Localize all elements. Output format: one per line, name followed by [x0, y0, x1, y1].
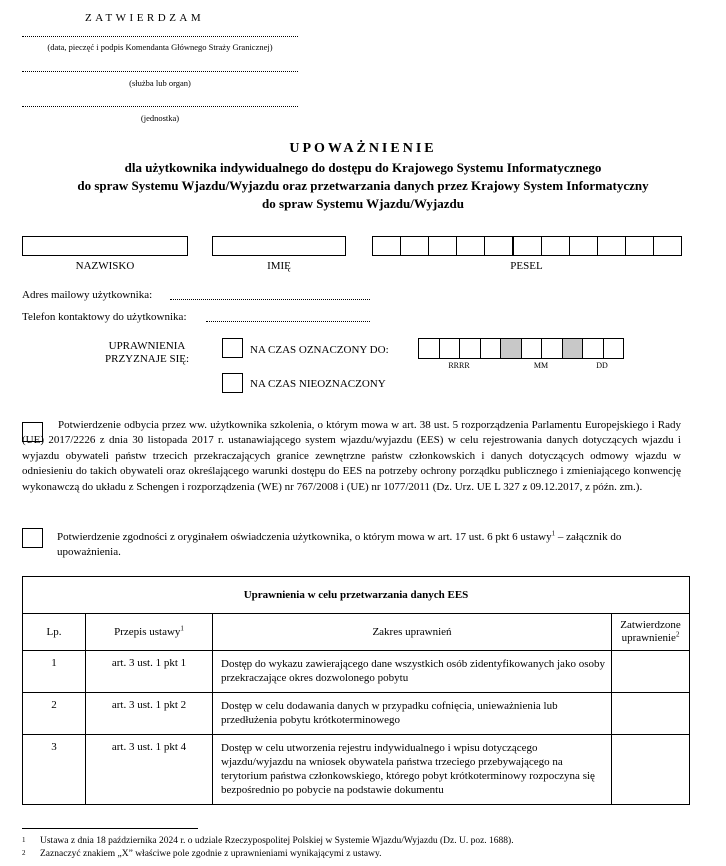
- date-separator-cell: [500, 338, 522, 359]
- row-lp: 3: [23, 735, 86, 805]
- header-zatwierdzone: [612, 614, 690, 651]
- header-przepis-text: Przepis ustawy: [114, 626, 181, 638]
- row-przepis: art. 3 ust. 1 pkt 2: [86, 693, 213, 735]
- row-zakres: Dostęp w celu dodawania danych w przypadku cofnięcia, unieważnienia lub przedłużenia pobytu krótkoterminowego: [213, 693, 612, 735]
- name-field[interactable]: [212, 236, 346, 256]
- date-year-label: RRRR: [448, 361, 470, 370]
- pesel-digit-cell[interactable]: [428, 236, 457, 256]
- declaration-checkbox[interactable]: [22, 528, 43, 548]
- row-lp: 2: [23, 693, 86, 735]
- pesel-digit-cell[interactable]: [625, 236, 654, 256]
- date-digit-cell[interactable]: [439, 338, 461, 359]
- unlimited-term-label: NA CZAS NIEOZNACZONY: [250, 378, 386, 390]
- pesel-digit-cell[interactable]: [653, 236, 682, 256]
- approval-signature-line[interactable]: [22, 32, 298, 37]
- row-przepis: art. 3 ust. 1 pkt 1: [86, 651, 213, 693]
- date-digit-cell[interactable]: [459, 338, 481, 359]
- footnote-2: [22, 849, 382, 859]
- table-row: [23, 735, 690, 805]
- phone-field[interactable]: [206, 315, 370, 322]
- date-digit-cell[interactable]: [521, 338, 543, 359]
- header-zatw-line2: uprawnienie: [621, 632, 676, 644]
- header-zatw-ref: 2: [675, 630, 680, 639]
- header-zakres: Zakres uprawnień: [213, 614, 612, 651]
- service-caption: (służba lub organ): [129, 78, 191, 88]
- footnote-1-num: 1: [22, 836, 26, 844]
- unit-line[interactable]: [22, 102, 298, 107]
- document-subtitle-line2: do spraw Systemu Wjazdu/Wyjazdu oraz przetwarzania danych przez Krajowy System Informatyczny: [77, 178, 649, 193]
- approval-header: ZATWIERDZAM: [85, 12, 205, 24]
- table-row: [23, 693, 690, 735]
- footnote-1-text: Ustawa z dnia 18 października 2024 r. o udziale Rzeczypospolitej Polskiej w Systemie Wjazdu/Wyjazdu (Dz. U. poz. 1688).: [40, 836, 514, 846]
- fixed-term-checkbox[interactable]: [222, 338, 243, 358]
- declaration-confirmation-text: [57, 530, 687, 560]
- row-approval-cell[interactable]: [612, 735, 690, 805]
- footnote-2-num: 2: [22, 849, 26, 857]
- table-title: [23, 577, 690, 614]
- declaration-footnote-ref: 1: [551, 529, 556, 538]
- grant-label-line1: UPRAWNIENIA: [108, 340, 186, 352]
- email-label: Adres mailowy użytkownika:: [22, 289, 153, 301]
- pesel-label: PESEL: [510, 260, 543, 272]
- unlimited-term-checkbox[interactable]: [222, 373, 243, 393]
- date-digit-cell[interactable]: [603, 338, 625, 359]
- pesel-digit-cell[interactable]: [513, 236, 542, 256]
- footnote-1: [22, 836, 514, 846]
- table-title-text: Uprawnienia w celu przetwarzania danych EES: [243, 589, 469, 601]
- document-subtitle-line1: dla użytkownika indywidualnego do dostępu do Krajowego Systemu Informatycznego: [124, 160, 602, 175]
- document-title: UPOWAŻNIENIE: [289, 141, 437, 156]
- header-przepis: [86, 614, 213, 651]
- name-label: IMIĘ: [267, 260, 291, 272]
- date-digit-cell[interactable]: [418, 338, 440, 359]
- pesel-digit-cell[interactable]: [569, 236, 598, 256]
- footnote-separator: [22, 828, 198, 829]
- declaration-text-tail: – załącznik do: [555, 531, 622, 543]
- row-approval-cell[interactable]: [612, 651, 690, 693]
- pesel-digit-cell[interactable]: [456, 236, 485, 256]
- date-digit-cell[interactable]: [480, 338, 502, 359]
- document-subtitle-line3: do spraw Systemu Wjazdu/Wyjazdu: [262, 196, 464, 211]
- pesel-digit-cell[interactable]: [372, 236, 401, 256]
- surname-field[interactable]: [22, 236, 188, 256]
- email-field[interactable]: [170, 293, 370, 300]
- date-digit-cell[interactable]: [582, 338, 604, 359]
- training-confirmation-text: Potwierdzenie odbycia przez ww. użytkownika szkolenia, o którym mowa w art. 38 ust. 5 rozporządzenia Parlamentu Europejskiego i Rady (UE) 2017/2226 z dnia 30 listopada 2017 r. ustanawiającego system wjazdu/wyjazdu (EES) w celu rejestrowania danych dotyczących wjazdu i wyjazdu obywateli państw trzecich przekraczających granice zewnętrzne państw członkowskich i danych dotyczących odmowy wjazdu w odniesieniu do takich obywateli oraz określającego warunki dostępu do EES na potrzeby ochrony porządku publicznego i zmieniającego konwencję wykonawczą do układu z Schengen i rozporządzenia (WE) nr 767/2008 i (UE) nr 1077/2011 (Dz. Urz. UE L 327 z 09.12.2017, z późn. zm.).: [22, 419, 681, 493]
- row-zakres: Dostęp do wykazu zawierającego dane wszystkich osób zidentyfikowanych jako osoby przekraczające okres dozwolonego pobytu: [213, 651, 612, 693]
- header-lp: Lp.: [23, 614, 86, 651]
- date-separator-cell: [562, 338, 584, 359]
- table-row: [23, 651, 690, 693]
- row-approval-cell[interactable]: [612, 693, 690, 735]
- phone-label: Telefon kontaktowy do użytkownika:: [22, 311, 187, 323]
- date-month-label: MM: [533, 361, 549, 370]
- header-przepis-ref: 1: [180, 624, 184, 633]
- pesel-digit-cell[interactable]: [484, 236, 513, 256]
- pesel-digit-cell[interactable]: [400, 236, 429, 256]
- service-line[interactable]: [22, 67, 298, 72]
- header-zatw-line1: Zatwierdzone: [620, 619, 681, 631]
- approval-signature-caption: (data, pieczęć i podpis Komendanta Głównego Straży Granicznej): [47, 42, 273, 52]
- footnote-2-text: Zaznaczyć znakiem „X” właściwe pole zgodnie z uprawnieniami wynikającymi z ustawy.: [40, 849, 382, 859]
- row-lp: 1: [23, 651, 86, 693]
- permissions-table: [22, 576, 690, 805]
- declaration-text-main: Potwierdzenie zgodności z oryginałem oświadczenia użytkownika, o którym mowa w art. 17 ust. 6 pkt 6 ustawy: [57, 531, 552, 543]
- unit-caption: (jednostka): [140, 113, 180, 123]
- row-zakres: Dostęp w celu utworzenia rejestru indywidualnego i wpisu dotyczącego wjazdu/wyjazdu na wniosek obywatela państwa trzeciego przebywającego na terytorium państwa członkowskiego, którego pobyt krótkoterminowy rozpoczyna się bezpośrednio po pobycie na podstawie dokumentu: [213, 735, 612, 805]
- pesel-digit-cell[interactable]: [597, 236, 626, 256]
- declaration-text-end: upoważnienia.: [57, 546, 121, 558]
- date-day-label: DD: [596, 361, 608, 370]
- grant-label-line2: PRZYZNAJE SIĘ:: [104, 353, 190, 365]
- pesel-digit-cell[interactable]: [541, 236, 570, 256]
- row-przepis: art. 3 ust. 1 pkt 4: [86, 735, 213, 805]
- surname-label: NAZWISKO: [75, 260, 135, 272]
- date-digit-cell[interactable]: [541, 338, 563, 359]
- fixed-term-label: NA CZAS OZNACZONY DO:: [250, 344, 389, 356]
